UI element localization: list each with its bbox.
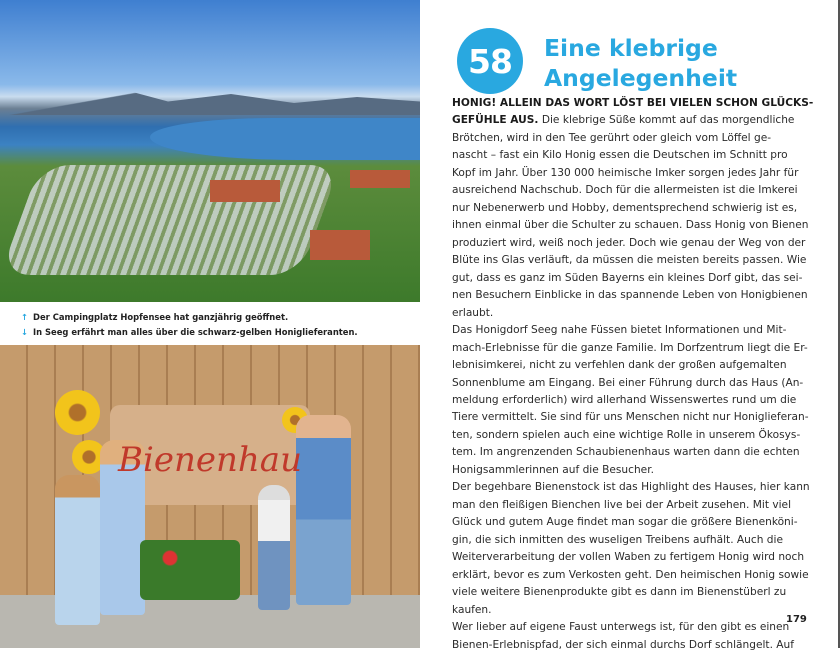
chapter-title xyxy=(544,33,737,93)
text-line: viele weitere Bienenprodukte gibt es dann im Bienenstüberl zu xyxy=(452,586,787,599)
arrow-down-icon: ↓ xyxy=(21,327,29,337)
text-line: Tiere vermittelt. Sie sind für uns Menschen nicht nur Honiglieferan- xyxy=(452,411,809,424)
caption-text: In Seeg erfährt man alles über die schwarz-gelben Honiglieferanten. xyxy=(33,327,358,337)
text-line: Der begehbare Bienenstock ist das Highlight des Hauses, hier kann xyxy=(452,481,810,494)
text-line xyxy=(452,112,820,129)
text-line: Weiterverarbeitung der vollen Waben zu fertigem Honig wird noch xyxy=(452,551,805,564)
text-line: Das Honigdorf Seeg nahe Füssen bietet Informationen und Mit- xyxy=(452,324,787,337)
father xyxy=(296,415,351,605)
text-line: ten, sondern spielen auch eine wichtige Rolle in unserem Ökosys- xyxy=(452,428,801,441)
sign-text: Bienenhau xyxy=(118,440,302,480)
lake xyxy=(150,118,420,160)
text-line: Wer lieber auf eigene Faust unterwegs ist, für den gibt es einen xyxy=(452,621,790,634)
text-line: erlaubt. xyxy=(452,306,494,319)
text-line: mach-Erlebnisse für die ganze Familie. Im Dorfzentrum liegt die Er- xyxy=(452,341,808,354)
text-line: erklärt, bevor es zum Verkosten geht. Den heimischen Honig sowie xyxy=(452,568,809,581)
girl xyxy=(55,475,100,625)
text-line: Kopf im Jahr. Über 130 000 heimische Imker sorgen jedes Jahr für xyxy=(452,166,799,179)
boy xyxy=(258,485,290,610)
left-page xyxy=(0,0,420,648)
page-number: 179 xyxy=(786,614,807,625)
body-text xyxy=(452,95,820,654)
text-line-content: Die klebrige Süße kommt auf das morgendliche xyxy=(541,114,795,127)
chapter-number-badge: 58 xyxy=(457,28,523,94)
text-line: Sonnenblume am Eingang. Bei einer Führung durch das Haus (An- xyxy=(452,376,804,389)
text-line: gut, dass es ganz im Süden Bayerns ein kleines Dorf gibt, das sei- xyxy=(452,271,803,284)
text-line: produziert wird, weiß noch jeder. Doch wie genau der Weg von der xyxy=(452,236,806,249)
text-line: gin, die sich inmitten des wuseligen Treibens aufhält. Auch die xyxy=(452,533,783,546)
building-roof xyxy=(210,180,280,202)
caption-1 xyxy=(21,310,420,325)
title-line: Eine klebrige xyxy=(544,34,718,62)
arrow-up-icon: ↑ xyxy=(21,312,29,322)
text-line: Brötchen, wird in den Tee gerührt oder gleich vom Löffel ge- xyxy=(452,131,772,144)
text-line: Glück und gutem Auge findet man sogar die größere Bienenköni- xyxy=(452,516,798,529)
campsite xyxy=(0,165,340,275)
text-line: nascht – fast ein Kilo Honig essen die Deutschen im Schnitt pro xyxy=(452,149,788,162)
text-line: tem. Im angrenzenden Schaubienenhaus warten dann die echten xyxy=(452,446,800,459)
intro-bold: HONIG! ALLEIN DAS WORT LÖST BEI VIELEN SCHON GLÜCKS- xyxy=(452,97,814,109)
caption-2 xyxy=(21,325,420,340)
text-line: man den fleißigen Bienchen live bei der Arbeit zusehen. Mit viel xyxy=(452,498,792,511)
text-line: kaufen. xyxy=(452,603,492,616)
text-line: Bienen-Erlebnispfad, der sich einmal durchs Dorf schlängelt. Auf xyxy=(452,638,794,651)
building-roof xyxy=(350,170,410,188)
building-roof xyxy=(310,230,370,260)
mountains xyxy=(0,85,420,115)
text-line: nen Besuchern Einblicke in das spannende Leben von Honigbienen xyxy=(452,289,808,302)
text-line: ihnen einmal über die Schulter zu schauen. Dass Honig von Bienen xyxy=(452,219,809,232)
text-line: meldung erforderlich) wird allerhand Wissenswertes rund um die xyxy=(452,393,797,406)
text-line: ausreichend Nachschub. Doch für die allermeisten ist die Imkerei xyxy=(452,184,798,197)
flower-planter xyxy=(140,540,240,600)
photo-captions xyxy=(0,302,420,345)
title-line: Angelegenheit xyxy=(544,64,738,92)
sunflower-icon xyxy=(55,390,100,435)
campground-lake-photo xyxy=(0,0,420,302)
text-line: nur Nebenerwerb und Hobby, dementsprechend schwierig ist es, xyxy=(452,201,798,214)
caption-text: Der Campingplatz Hopfensee hat ganzjährig geöffnet. xyxy=(33,312,289,322)
text-line: Honigsammlerinnen auf die Besucher. xyxy=(452,463,654,476)
text-line: lebnisimkerei, nicht zu verfehlen dank der großen aufgemalten xyxy=(452,359,787,372)
text-line: Blüte ins Glas verläuft, da müssen die meisten bereits passen. Wie xyxy=(452,254,807,267)
family-bee-house-photo xyxy=(0,345,420,648)
text-line xyxy=(452,95,820,112)
intro-bold: GEFÜHLE AUS. xyxy=(452,114,539,127)
